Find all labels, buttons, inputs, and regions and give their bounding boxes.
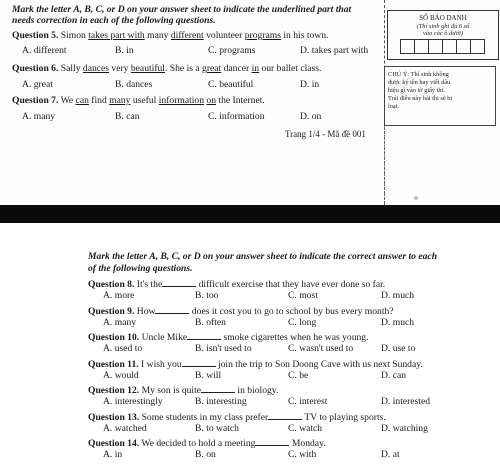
option-c: C. be (288, 369, 309, 381)
text: Sally (58, 63, 83, 74)
answer-blank (182, 358, 216, 367)
text: in his town. (280, 30, 329, 41)
question-label: Question 12. (88, 385, 140, 396)
option-b: B. can (115, 111, 140, 122)
text: dancer (221, 63, 252, 74)
candidate-digit-boxes[interactable] (401, 39, 485, 54)
answer-blank (155, 305, 189, 314)
option-d: D. interested (381, 396, 431, 407)
option-d: D. on (300, 111, 322, 122)
digit-box[interactable] (442, 39, 457, 54)
text: find (88, 95, 110, 106)
underlined-part: information (158, 95, 205, 106)
scan-mark (414, 196, 418, 200)
underlined-part: beautiful (130, 63, 165, 74)
note-line: Trái điều này bài thi sẽ bị (388, 95, 453, 102)
option-c: C. beautiful (208, 79, 254, 90)
option-a: A. watched (103, 422, 147, 434)
option-a: A. many (22, 111, 56, 122)
answer-blank (201, 384, 235, 393)
option-b: B. to watch (195, 422, 239, 434)
text: the Internet. (216, 95, 265, 106)
underlined-part: in (251, 63, 260, 74)
note-line: được ký tên hay viết dấu (388, 79, 451, 86)
instruction-line-2: needs correction in each of the following questions. (12, 15, 216, 26)
option-b: B. dances (115, 79, 153, 90)
option-a: A. used to (103, 343, 143, 354)
option-b: B. isn't used to (195, 343, 252, 354)
candidate-number-title: SỐ BÁO DANH (419, 14, 467, 22)
question-8 (88, 278, 385, 290)
instruction-line-1: Mark the letter A, B, C, or D on your answer sheet to indicate the underlined part that (12, 4, 352, 15)
exam-page-2 (0, 223, 500, 469)
question-text: Monday. (289, 438, 326, 449)
digit-box[interactable] (414, 39, 429, 54)
candidate-number-box (387, 10, 499, 60)
note-line: loại. (388, 103, 400, 110)
question-text: It's the (134, 279, 163, 290)
text: . She is a (164, 63, 203, 74)
option-d: D. much (381, 316, 415, 328)
cut-line-dotted (384, 124, 386, 204)
underlined-part: takes part with (88, 30, 145, 41)
digit-box[interactable] (428, 39, 443, 54)
option-d: D. can (381, 369, 407, 381)
option-c: C. watch (288, 422, 323, 434)
option-c: C. interest (288, 396, 328, 407)
option-a: A. many (103, 316, 137, 328)
underlined-part: different (170, 30, 204, 41)
option-a: A. great (22, 79, 53, 90)
option-a: A. more (103, 290, 135, 301)
option-d: D. much (381, 290, 415, 301)
question-label: Question 13. (88, 411, 140, 423)
note-line: CHÚ Ý: Thí sinh không (388, 71, 449, 78)
option-d: D. takes part with (300, 45, 369, 56)
candidate-number-hint: vào các ô dưới) (422, 30, 464, 37)
digit-box[interactable] (470, 39, 485, 54)
text: our ballet class. (259, 63, 322, 74)
underlined-part: dances (82, 63, 110, 74)
question-9 (88, 305, 394, 317)
question-text: smoke cigarettes when he was young. (221, 332, 369, 343)
option-a: A. different (22, 45, 67, 56)
underlined-part: many (109, 95, 131, 106)
text: useful (130, 95, 159, 106)
underlined-part: on (206, 95, 217, 106)
option-b: B. on (195, 449, 216, 460)
option-b: B. will (195, 369, 222, 381)
question-text: Uncle Mike (139, 332, 188, 343)
question-text: difficult exercise that they have ever done so far. (196, 279, 386, 290)
option-b: B. interesting (195, 396, 247, 407)
option-c: C. wasn't used to (288, 343, 354, 354)
option-c: C. programs (208, 45, 256, 56)
instruction-line-2: of the following questions. (88, 263, 193, 274)
option-a: A. would (103, 369, 139, 381)
question-14 (88, 437, 326, 449)
option-c: C. most (288, 290, 318, 301)
question-label: Question 8. (88, 279, 135, 290)
digit-box[interactable] (456, 39, 471, 54)
question-13 (88, 411, 386, 423)
question-label: Question 14. (88, 438, 140, 449)
question-text: We decided to hold a meeting (139, 438, 256, 449)
exam-page-1 (0, 0, 500, 205)
text: volunteer (203, 30, 245, 41)
option-b: B. too (195, 290, 219, 301)
question-text: join the trip to Son Doong Cave with us next Sunday. (215, 358, 423, 370)
question-12 (88, 384, 278, 396)
option-d: D. watching (381, 422, 428, 434)
question-6 (12, 63, 321, 74)
question-label: Question 9. (88, 305, 135, 317)
digit-box[interactable] (400, 39, 415, 54)
answer-blank (187, 331, 221, 340)
instruction-line-1: Mark the letter A, B, C, or D on your answer sheet to indicate the correct answer to each (88, 251, 438, 262)
underlined-part: programs (244, 30, 281, 41)
option-c: C. with (288, 449, 317, 460)
option-a: A. interestingly (103, 396, 163, 407)
text: We (58, 95, 76, 106)
underlined-part: can (75, 95, 89, 106)
question-11 (88, 358, 423, 370)
option-c: C. information (208, 111, 265, 122)
option-d: D. use to (381, 343, 416, 354)
text: Simon (58, 30, 89, 41)
option-a: A. in (103, 449, 123, 460)
answer-blank (268, 411, 302, 420)
question-text: I wish you (138, 358, 182, 370)
option-d: D. at (381, 449, 400, 460)
note-line: hiệu gì vào tờ giấy thi. (388, 87, 445, 94)
question-text: does it cost you to go to school by bus every month? (189, 305, 394, 317)
answer-blank (255, 437, 289, 446)
question-label: Question 11. (88, 358, 139, 370)
option-b: B. in (115, 45, 134, 56)
question-label: Question 6. (12, 63, 59, 74)
question-5 (12, 30, 328, 41)
question-7 (12, 95, 265, 106)
option-c: C. long (288, 316, 317, 328)
page-footer: Trang 1/4 - Mã đề 001 (285, 129, 366, 139)
text: very (109, 63, 131, 74)
question-text: How (134, 305, 156, 317)
question-text: Some students in my class prefer (139, 411, 269, 423)
question-text: in biology. (235, 385, 279, 396)
attention-note (384, 66, 496, 126)
text: many (144, 30, 171, 41)
answer-blank (162, 278, 196, 287)
page-divider (0, 205, 500, 223)
question-label: Question 5. (12, 30, 59, 41)
option-d: D. in (300, 79, 320, 90)
question-label: Question 10. (88, 332, 140, 343)
option-b: B. often (195, 316, 226, 328)
underlined-part: great (202, 63, 222, 74)
question-label: Question 7. (12, 95, 59, 106)
candidate-number-hint: (Thí sinh ghi đủ 6 số (416, 23, 470, 30)
question-text: My son is quite (139, 385, 202, 396)
question-text: TV to playing sports. (302, 411, 386, 423)
question-10 (88, 331, 369, 343)
